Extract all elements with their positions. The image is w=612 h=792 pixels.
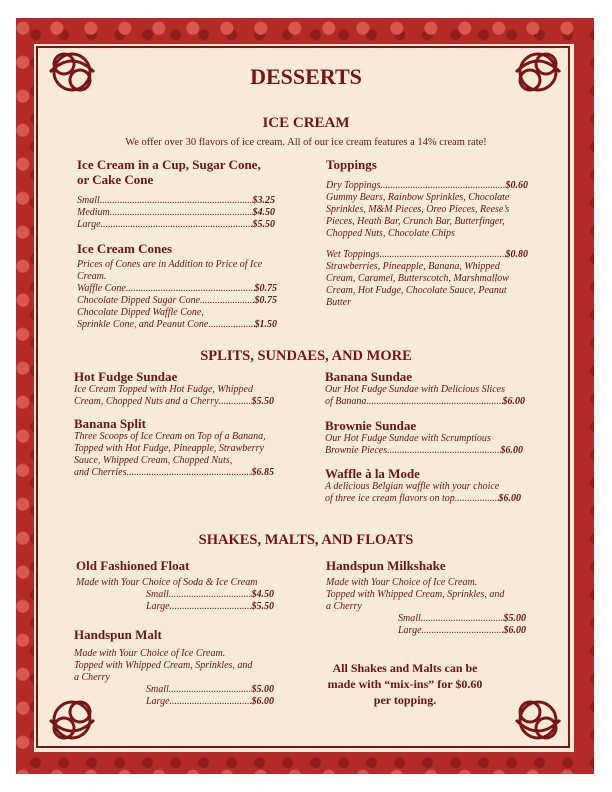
item-description: Topped with Hot Fudge, Pineapple, Strawberry [74,443,264,454]
item-description: Topped with Whipped Cream, Sprinkles, and [74,660,253,671]
price-row: Small ..... $5.00 [398,613,526,625]
price-row: Waffle Cone ..... $0.75 [77,283,277,295]
toppings-list-line: Pieces, Heath Bar, Crunch Bar, Butterfinger, [326,216,505,227]
item-description: Ice Cream Topped with Hot Fudge, Whipped [74,384,253,395]
hot-fudge-block [74,369,289,408]
item-description: Made with Your Choice of Ice Cream. [74,648,226,659]
item-description: Topped with Whipped Cream, Sprinkles, and [326,589,505,600]
page-title: DESSERTS [250,64,362,89]
price-row: Large ..... $5.50 [77,219,275,231]
price-row: Sprinkle Cone, and Peanut Cone ..... $1.50 [77,319,277,331]
item-description: a Cherry [74,672,110,683]
toppings-block [326,157,531,309]
price-row: Medium ..... $4.50 [77,207,275,219]
price-row: Large ..... $5.50 [146,601,274,613]
price-row: of Banana ..... $6.00 [325,396,525,408]
celtic-knot-icon [510,692,566,748]
price-row: Large ..... $6.00 [146,696,274,708]
waffle-title: Waffle à la Mode [325,466,420,481]
toppings-list-line: Sprinkles, M&M Pieces, Oreo Pieces, Reese’s [326,204,510,215]
cones-note: Prices of Cones are in Addition to Price of Ice [77,259,263,270]
price-row: Wet Toppings ..... $0.80 [326,249,528,261]
item-description: A delicious Belgian waffle with your choice [325,481,500,492]
brownie-sundae-block [325,418,530,457]
cones-item-line: Chocolate Dipped Waffle Cone, [77,307,204,318]
banana-split-block [74,416,294,479]
cones-block [77,241,287,331]
cup-cone-block [77,157,282,231]
item-description: Three Scoops of Ice Cream on Top of a Banana, [74,431,266,442]
mixins-line: per topping. [373,693,437,707]
malt-title: Handspun Malt [74,627,162,642]
mixins-line: All Shakes and Malts can be [332,661,478,675]
cup-cone-title: Ice Cream in a Cup, Sugar Cone, [77,157,261,172]
malt-block [74,627,289,708]
mixins-note [300,660,510,708]
banana-sundae-block [325,369,530,408]
price-row: Chocolate Dipped Sugar Cone ..... $0.75 [77,295,277,307]
cup-cone-title: or Cake Cone [77,172,154,187]
cones-title: Ice Cream Cones [77,241,173,256]
brownie-sundae-title: Brownie Sundae [325,418,417,433]
banana-sundae-title: Banana Sundae [325,369,413,384]
hot-fudge-title: Hot Fudge Sundae [74,369,178,384]
float-title: Old Fashioned Float [76,558,190,573]
item-description: Made with Your Choice of Soda & Ice Cream [76,577,258,588]
waffle-block [325,466,530,505]
item-description: Our Hot Fudge Sundae with Delicious Slices [325,384,505,395]
toppings-list-line: Gummy Bears, Rainbow Sprinkles, Chocolate [326,192,510,203]
price-row: Brownie Pieces ..... $6.00 [325,445,523,457]
price-row: Small ..... $4.50 [146,589,274,601]
toppings-list-line: Butter [326,297,351,308]
toppings-list-line: Cream, Caramel, Butterscotch, Marshmallow [326,273,509,284]
section-heading-ice-cream: ICE CREAM [262,115,350,131]
banana-split-title: Banana Split [74,416,146,431]
ice-cream-intro: We offer over 30 flavors of ice cream. All of our ice cream features a 14% cream rate! [125,137,487,148]
milkshake-block [326,558,536,637]
item-description: Made with Your Choice of Ice Cream. [326,577,478,588]
toppings-title: Toppings [326,157,377,172]
price-row: and Cherries ..... $6.85 [74,467,274,479]
section-heading-splits: SPLITS, SUNDAES, AND MORE [200,348,412,364]
cones-note: Cream. [77,271,107,282]
item-description: Sauce, Whipped Cream, Chopped Nuts, [74,455,233,466]
price-row: Dry Toppings ..... $0.60 [326,180,528,192]
price-row: Cream, Chopped Nuts and a Cherry ..... $5.50 [74,396,274,408]
price-row: Small ..... $3.25 [77,195,275,207]
float-block [76,558,291,613]
milkshake-title: Handspun Milkshake [326,558,446,573]
toppings-list-line: Cream, Hot Fudge, Chocolate Sauce, Peanut [326,285,507,296]
section-heading-shakes: SHAKES, MALTS, AND FLOATS [198,532,414,548]
price-row: of three ice cream flavors on top ..... $6.00 [325,493,521,505]
item-description: a Cherry [326,601,362,612]
price-row: Small ..... $5.00 [146,684,274,696]
toppings-list-line: Strawberries, Pineapple, Banana, Whipped [326,261,500,272]
price-row: Large ..... $6.00 [398,625,526,637]
toppings-list-line: Chopped Nuts, Chocolate Chips [326,228,455,239]
item-description: Our Hot Fudge Sundae with Scrumptious [325,433,491,444]
mixins-line: made with “mix-ins” for $0.60 [327,677,483,691]
